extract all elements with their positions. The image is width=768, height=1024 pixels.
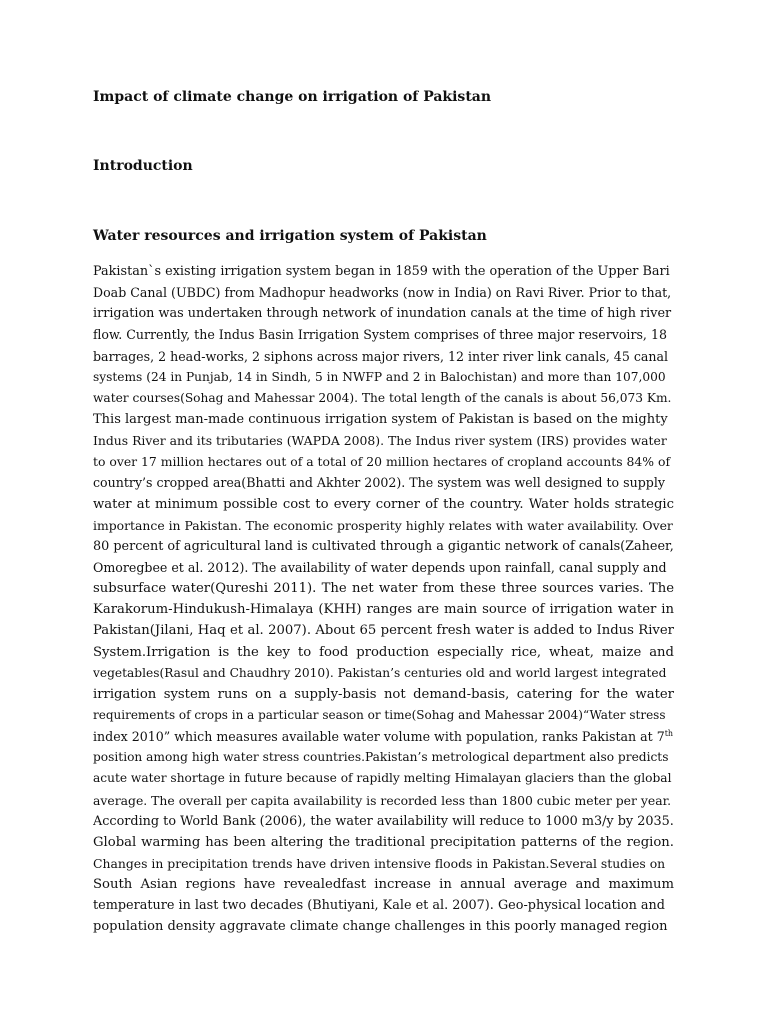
- paragraph-line: flow. Currently, the Indus Basin Irrigation System comprises of three major reservoirs, 18: [93, 327, 667, 343]
- paragraph-line: Karakorum-Hindukush-Himalaya (KHH) ranges are main source of irrigation water in: [93, 602, 674, 618]
- paragraph-line: Omoregbee et al. 2012). The availability of water depends upon rainfall, canal supply and: [93, 559, 667, 575]
- section-heading-water-resources: Water resources and irrigation system of Pakistan: [93, 228, 487, 244]
- paragraph-line: Pakistan(Jilani, Haq et al. 2007). About 65 percent fresh water is added to Indus River: [93, 623, 674, 639]
- document-title: Impact of climate change on irrigation of Pakistan: [93, 89, 492, 105]
- paragraph-line: requirements of crops in a particular season or time(Sohag and Mahessar 2004)“Water stress: [93, 707, 666, 722]
- paragraph-line: This largest man-made continuous irrigation system of Pakistan is based on the mighty: [93, 411, 668, 427]
- paragraph-line: to over 17 million hectares out of a total of 20 million hectares of cropland accounts 84% of: [93, 454, 671, 470]
- paragraph-line: System.Irrigation is the key to food production especially rice, wheat, maize and: [93, 644, 674, 660]
- paragraph-line: water at minimum possible cost to every corner of the country. Water holds strategic: [93, 496, 674, 512]
- paragraph-line: population density aggravate climate change challenges in this poorly managed region: [93, 919, 668, 935]
- paragraph-line: Global warming has been altering the traditional precipitation patterns of the region.: [93, 834, 674, 850]
- paragraph-line: Changes in precipitation trends have driven intensive floods in Pakistan.Several studies on: [93, 855, 666, 871]
- paragraph-line: country’s cropped area(Bhatti and Akhter 2002). The system was well designed to supply: [93, 475, 665, 491]
- paragraph-line-text: index 2010” which measures available water volume with population, ranks Pakistan at 7: [93, 729, 665, 745]
- paragraph-line: systems (24 in Punjab, 14 in Sindh, 5 in NWFP and 2 in Balochistan) and more than 107,000: [93, 369, 666, 384]
- paragraph-line: irrigation was undertaken through network of inundation canals at the time of high river: [93, 306, 672, 322]
- paragraph-line: irrigation system runs on a supply-basis not demand-basis, catering for the water: [93, 686, 674, 702]
- paragraph-line: subsurface water(Qureshi 2011). The net water from these three sources varies. The: [93, 581, 674, 597]
- paragraph-line: temperature in last two decades (Bhutiyani, Kale et al. 2007). Geo-physical location and: [93, 898, 665, 914]
- paragraph-line: importance in Pakistan. The economic prosperity highly relates with water availability. Over: [93, 517, 673, 533]
- paragraph-line: vegetables(Rasul and Chaudhry 2010). Pakistan’s centuries old and world largest integrated: [93, 665, 667, 680]
- paragraph-line: South Asian regions have revealedfast increase in annual average and maximum: [93, 877, 674, 893]
- paragraph-line-with-superscript: [93, 726, 674, 747]
- paragraph-line: water courses(Sohag and Mahessar 2004). The total length of the canals is about 56,073 Km.: [93, 390, 672, 405]
- paragraph-line: barrages, 2 head-works, 2 siphons across major rivers, 12 inter river link canals, 45 canal: [93, 348, 669, 364]
- paragraph-line: Pakistan`s existing irrigation system began in 1859 with the operation of the Upper Bari: [93, 264, 670, 279]
- superscript-th: th: [664, 728, 674, 738]
- paragraph-line: Indus River and its tributaries (WAPDA 2008). The Indus river system (IRS) provides water: [93, 433, 667, 449]
- paragraph-line: Doab Canal (UBDC) from Madhopur headworks (now in India) on Ravi River. Prior to that,: [93, 285, 672, 301]
- paragraph-line: average. The overall per capita availability is recorded less than 1800 cubic meter per year.: [93, 792, 672, 808]
- paragraph-line: position among high water stress countries.Pakistan’s metrological department also predicts: [93, 750, 669, 765]
- paragraph-line: According to World Bank (2006), the water availability will reduce to 1000 m3/y by 2035.: [93, 813, 674, 829]
- body-paragraph: [93, 261, 674, 938]
- paragraph-line: acute water shortage in future because of rapidly melting Himalayan glaciers than the global: [93, 771, 672, 786]
- paragraph-line: 80 percent of agricultural land is cultivated through a gigantic network of canals(Zaheer,: [93, 538, 674, 554]
- section-heading-introduction: Introduction: [93, 158, 193, 174]
